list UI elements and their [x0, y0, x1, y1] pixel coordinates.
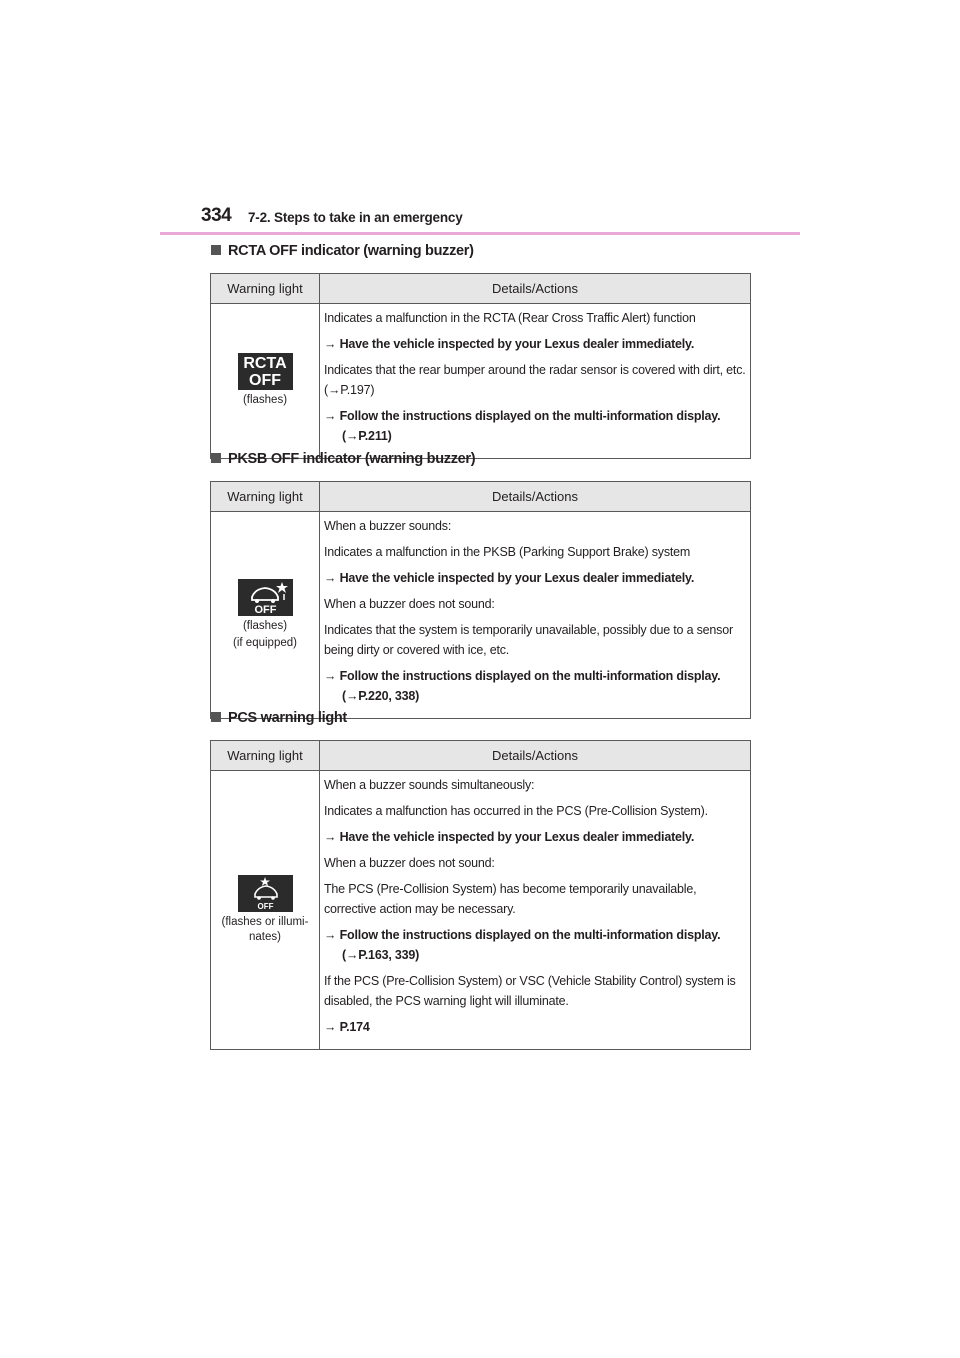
- detail-text: Indicates a malfunction in the PKSB (Parking Support Brake) system: [324, 545, 691, 559]
- detail-action: → Have the vehicle inspected by your Lexus dealer immediately.: [324, 830, 695, 844]
- section-heading-rcta: [211, 243, 474, 259]
- col-header-details: Details/Actions: [320, 274, 751, 304]
- header-rule: [160, 232, 800, 235]
- detail-text: When a buzzer sounds:: [324, 519, 452, 533]
- icon-text-rcta: RCTA: [243, 355, 287, 372]
- col-header-warning-light: Warning light: [211, 274, 320, 304]
- detail-text: The PCS (Pre-Collision System) has become temporarily unavailable, corrective action may be necessary.: [324, 882, 697, 916]
- page-header: [160, 205, 800, 235]
- details-cell: [320, 512, 751, 719]
- table-header-row: [211, 741, 751, 771]
- icon-note: nates): [249, 930, 281, 943]
- car-alert-glyph: [238, 579, 293, 616]
- detail-text: When a buzzer does not sound:: [324, 597, 495, 611]
- detail-text: Indicates a malfunction has occurred in the PCS (Pre-Collision System).: [324, 804, 708, 818]
- detail-text: Indicates a malfunction in the RCTA (Rear Cross Traffic Alert) function: [324, 311, 696, 325]
- pcs-off-icon: [238, 875, 293, 912]
- warning-table-pksb: [210, 481, 751, 719]
- col-header-warning-light: Warning light: [211, 482, 320, 512]
- warning-table-rcta: [210, 273, 751, 459]
- detail-text: If the PCS (Pre-Collision System) or VSC (Vehicle Stability Control) system is disabled, the PCS warning light will illuminate.: [324, 974, 736, 1008]
- pcs-car-glyph: [238, 875, 293, 912]
- table-header-row: [211, 274, 751, 304]
- detail-text: When a buzzer sounds simultaneously:: [324, 778, 535, 792]
- warning-light-cell: [211, 512, 320, 719]
- table-row: [211, 771, 751, 1050]
- detail-action: → Follow the instructions displayed on the multi-information display. (→P.220, 338): [324, 669, 721, 703]
- detail-text: Indicates that the system is temporarily unavailable, possibly due to a sensor being dirty or covered with ice, etc.: [324, 623, 733, 657]
- col-header-details: Details/Actions: [320, 482, 751, 512]
- section-heading-text: RCTA OFF indicator (warning buzzer): [228, 243, 474, 259]
- details-cell: [320, 304, 751, 459]
- section-heading-text: PKSB OFF indicator (warning buzzer): [228, 451, 476, 467]
- detail-ref: → P.174: [324, 1020, 370, 1034]
- detail-action: → Follow the instructions displayed on the multi-information display. (→P.211): [324, 409, 721, 443]
- warning-light-cell: [211, 304, 320, 459]
- square-bullet-icon: [211, 245, 221, 255]
- col-header-details: Details/Actions: [320, 741, 751, 771]
- detail-text: Indicates that the rear bumper around the radar sensor is covered with dirt, etc. (→P.197): [324, 363, 746, 397]
- warning-table-pcs: [210, 740, 751, 1050]
- section-heading-text: PCS warning light: [228, 710, 347, 726]
- section-heading-pcs: [211, 710, 347, 726]
- table-row: [211, 304, 751, 459]
- detail-action: → Follow the instructions displayed on the multi-information display. (→P.163, 339): [324, 928, 721, 962]
- icon-note: (flashes): [242, 394, 288, 406]
- detail-action: → Have the vehicle inspected by your Lexus dealer immediately.: [324, 571, 695, 585]
- icon-note: (flashes): [242, 619, 288, 632]
- icon-text-off: OFF: [257, 901, 273, 911]
- square-bullet-icon: [211, 712, 221, 722]
- rcta-off-icon: [238, 353, 293, 390]
- page-number: 334: [201, 205, 232, 226]
- section-heading-pksb: [211, 451, 475, 467]
- table-row: [211, 512, 751, 719]
- pksb-off-icon: [238, 579, 293, 616]
- detail-text: When a buzzer does not sound:: [324, 856, 495, 870]
- details-cell: [320, 771, 751, 1050]
- table-header-row: [211, 482, 751, 512]
- icon-text-off: OFF: [254, 603, 276, 616]
- square-bullet-icon: [211, 453, 221, 463]
- warning-light-cell: [211, 771, 320, 1050]
- detail-action: → Have the vehicle inspected by your Lexus dealer immediately.: [324, 337, 695, 351]
- icon-note: (flashes or illumi-: [221, 915, 309, 928]
- icon-note: (if equipped): [233, 636, 297, 649]
- icon-text-off: OFF: [249, 372, 281, 389]
- chapter-title: 7-2. Steps to take in an emergency: [248, 210, 463, 225]
- col-header-warning-light: Warning light: [211, 741, 320, 771]
